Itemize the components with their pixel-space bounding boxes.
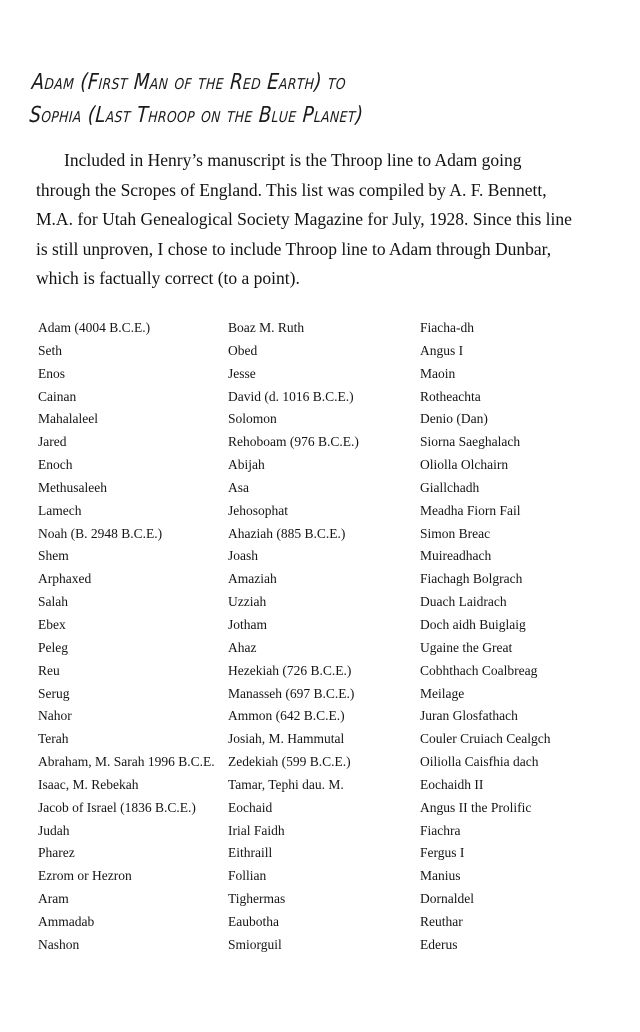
genealogy-list-item: Ammadab: [38, 913, 95, 929]
genealogy-list-item: Noah (B. 2948 B.C.E.): [38, 525, 163, 541]
genealogy-list-item: Solomon: [228, 411, 277, 427]
genealogy-list-item: Zedekiah (599 B.C.E.): [228, 754, 351, 770]
genealogy-list-item: Tamar, Tephi dau. M.: [228, 776, 344, 792]
genealogy-list-item: Eochaid: [228, 799, 273, 815]
genealogy-list-item: Asa: [228, 479, 249, 495]
genealogy-list-item: Ebex: [38, 616, 66, 632]
genealogy-list-item: Siorna Saeghalach: [420, 434, 521, 450]
intro-paragraph-line: is still unproven, I chose to include Throop line to Adam through Dunbar,: [36, 238, 552, 259]
genealogy-list-item: Ahaziah (885 B.C.E.): [228, 525, 346, 541]
genealogy-list-item: Obed: [228, 342, 258, 358]
genealogy-list-item: Arphaxed: [38, 571, 92, 587]
genealogy-list-item: Abraham, M. Sarah 1996 B.C.E.: [38, 754, 215, 770]
intro-paragraph-line: through the Scropes of England. This list was compiled by A. F. Bennett,: [36, 179, 547, 200]
genealogy-list-item: Adam (4004 B.C.E.): [38, 320, 151, 335]
genealogy-column-2: [228, 317, 420, 957]
genealogy-list-item: Cobhthach Coalbreag: [420, 662, 538, 678]
genealogy-list-item: Fiachagh Bolgrach: [420, 571, 523, 587]
genealogy-list-item: Manasseh (697 B.C.E.): [228, 685, 355, 701]
genealogy-list-item: Jacob of Israel (1836 B.C.E.): [38, 799, 196, 815]
genealogy-list-item: Nashon: [38, 936, 80, 952]
intro-paragraph-line: which is factually correct (to a point).: [36, 268, 300, 289]
genealogy-column-1: [38, 317, 228, 957]
genealogy-list-item: Rehoboam (976 B.C.E.): [228, 434, 359, 450]
genealogy-list-item: Ammon (642 B.C.E.): [228, 708, 345, 724]
genealogy-list: [38, 317, 630, 957]
genealogy-list-item: Irial Faidh: [228, 822, 285, 838]
intro-paragraph: [36, 146, 611, 294]
genealogy-list-item: Lamech: [38, 502, 82, 518]
genealogy-list-item: Mahalaleel: [38, 411, 98, 427]
genealogy-list-item: Eaubotha: [228, 913, 279, 929]
genealogy-list-item: Meilage: [420, 685, 465, 701]
genealogy-list-item: Dornaldel: [420, 891, 474, 907]
genealogy-list-item: Joash: [228, 548, 258, 564]
genealogy-list-item: Fiachra: [420, 822, 461, 838]
genealogy-list-item: Giallchadh: [420, 479, 480, 495]
genealogy-list-item: Rotheachta: [420, 388, 481, 404]
genealogy-list-item: Boaz M. Ruth: [228, 320, 305, 335]
genealogy-list-item: Pharez: [38, 845, 75, 861]
genealogy-list-item: Terah: [38, 731, 69, 747]
genealogy-list-item: Duach Laidrach: [420, 594, 507, 610]
intro-paragraph-line: M.A. for Utah Genealogical Society Magazine for July, 1928. Since this line: [36, 209, 572, 230]
genealogy-list-item: Hezekiah (726 B.C.E.): [228, 662, 352, 678]
genealogy-list-item: Angus I: [420, 342, 464, 358]
genealogy-list-item: Amaziah: [228, 571, 277, 587]
genealogy-list-item: Reu: [38, 662, 60, 678]
genealogy-list-item: Maoin: [420, 365, 456, 381]
genealogy-list-item: Simon Breac: [420, 525, 491, 541]
genealogy-list-item: Oiliolla Caisfhia dach: [420, 754, 539, 770]
genealogy-list-item: Couler Cruiach Cealgch: [420, 731, 551, 747]
genealogy-list-item: Angus II the Prolific: [420, 799, 532, 815]
genealogy-list-item: Doch aidh Buiglaig: [420, 616, 526, 632]
genealogy-list-item: Jotham: [228, 616, 267, 632]
genealogy-list-item: Juran Glosfathach: [420, 708, 518, 724]
genealogy-list-item: Abijah: [228, 457, 265, 473]
genealogy-list-item: Manius: [420, 868, 461, 884]
genealogy-list-item: Meadha Fiorn Fail: [420, 502, 521, 518]
genealogy-list-item: Eochaidh II: [420, 776, 484, 792]
genealogy-list-item: Aram: [38, 891, 69, 907]
genealogy-list-item: Serug: [38, 685, 70, 701]
genealogy-list-item: Ezrom or Hezron: [38, 868, 132, 884]
genealogy-list-item: Reuthar: [420, 913, 463, 929]
genealogy-list-item: Isaac, M. Rebekah: [38, 776, 139, 792]
genealogy-list-item: Shem: [38, 548, 69, 564]
intro-paragraph-line: Included in Henry’s manuscript is the Throop line to Adam going: [64, 150, 522, 170]
genealogy-list-item: Judah: [38, 822, 70, 838]
genealogy-list-item: Salah: [38, 594, 68, 610]
genealogy-list-item: Jesse: [228, 365, 256, 381]
genealogy-list-item: Nahor: [38, 708, 72, 724]
genealogy-list-item: Ahaz: [228, 639, 257, 655]
genealogy-list-item: Follian: [228, 868, 267, 884]
genealogy-list-item: David (d. 1016 B.C.E.): [228, 388, 354, 404]
genealogy-list-item: Fiacha-dh: [420, 320, 474, 335]
genealogy-list-item: Enos: [38, 365, 65, 381]
genealogy-list-item: Ugaine the Great: [420, 639, 513, 655]
genealogy-list-item: Muireadhach: [420, 548, 492, 564]
chapter-title-line-2: Sophia (Last Throop on the Blue Planet): [28, 103, 365, 128]
genealogy-list-item: Eithraill: [228, 845, 273, 861]
chapter-title: [28, 66, 366, 132]
genealogy-list-item: Cainan: [38, 388, 77, 404]
genealogy-list-item: Denio (Dan): [420, 411, 488, 427]
genealogy-list-item: Jared: [38, 434, 67, 450]
genealogy-list-item: Seth: [38, 342, 63, 358]
genealogy-list-item: Ederus: [420, 936, 458, 952]
genealogy-list-item: Josiah, M. Hammutal: [228, 731, 345, 747]
genealogy-list-item: Enoch: [38, 457, 73, 473]
genealogy-list-item: Fergus I: [420, 845, 465, 861]
genealogy-list-item: Jehosophat: [228, 502, 288, 518]
genealogy-list-item: Peleg: [38, 639, 68, 655]
genealogy-column-3: [420, 317, 630, 957]
genealogy-list-item: Tighermas: [228, 891, 286, 907]
genealogy-list-item: Uzziah: [228, 594, 267, 610]
genealogy-list-item: Oliolla Olchairn: [420, 457, 509, 473]
chapter-title-line-1: Adam (First Man of the Red Earth) to: [30, 70, 347, 95]
genealogy-list-item: Smiorguil: [228, 936, 282, 952]
genealogy-list-item: Methusaleeh: [38, 479, 107, 495]
